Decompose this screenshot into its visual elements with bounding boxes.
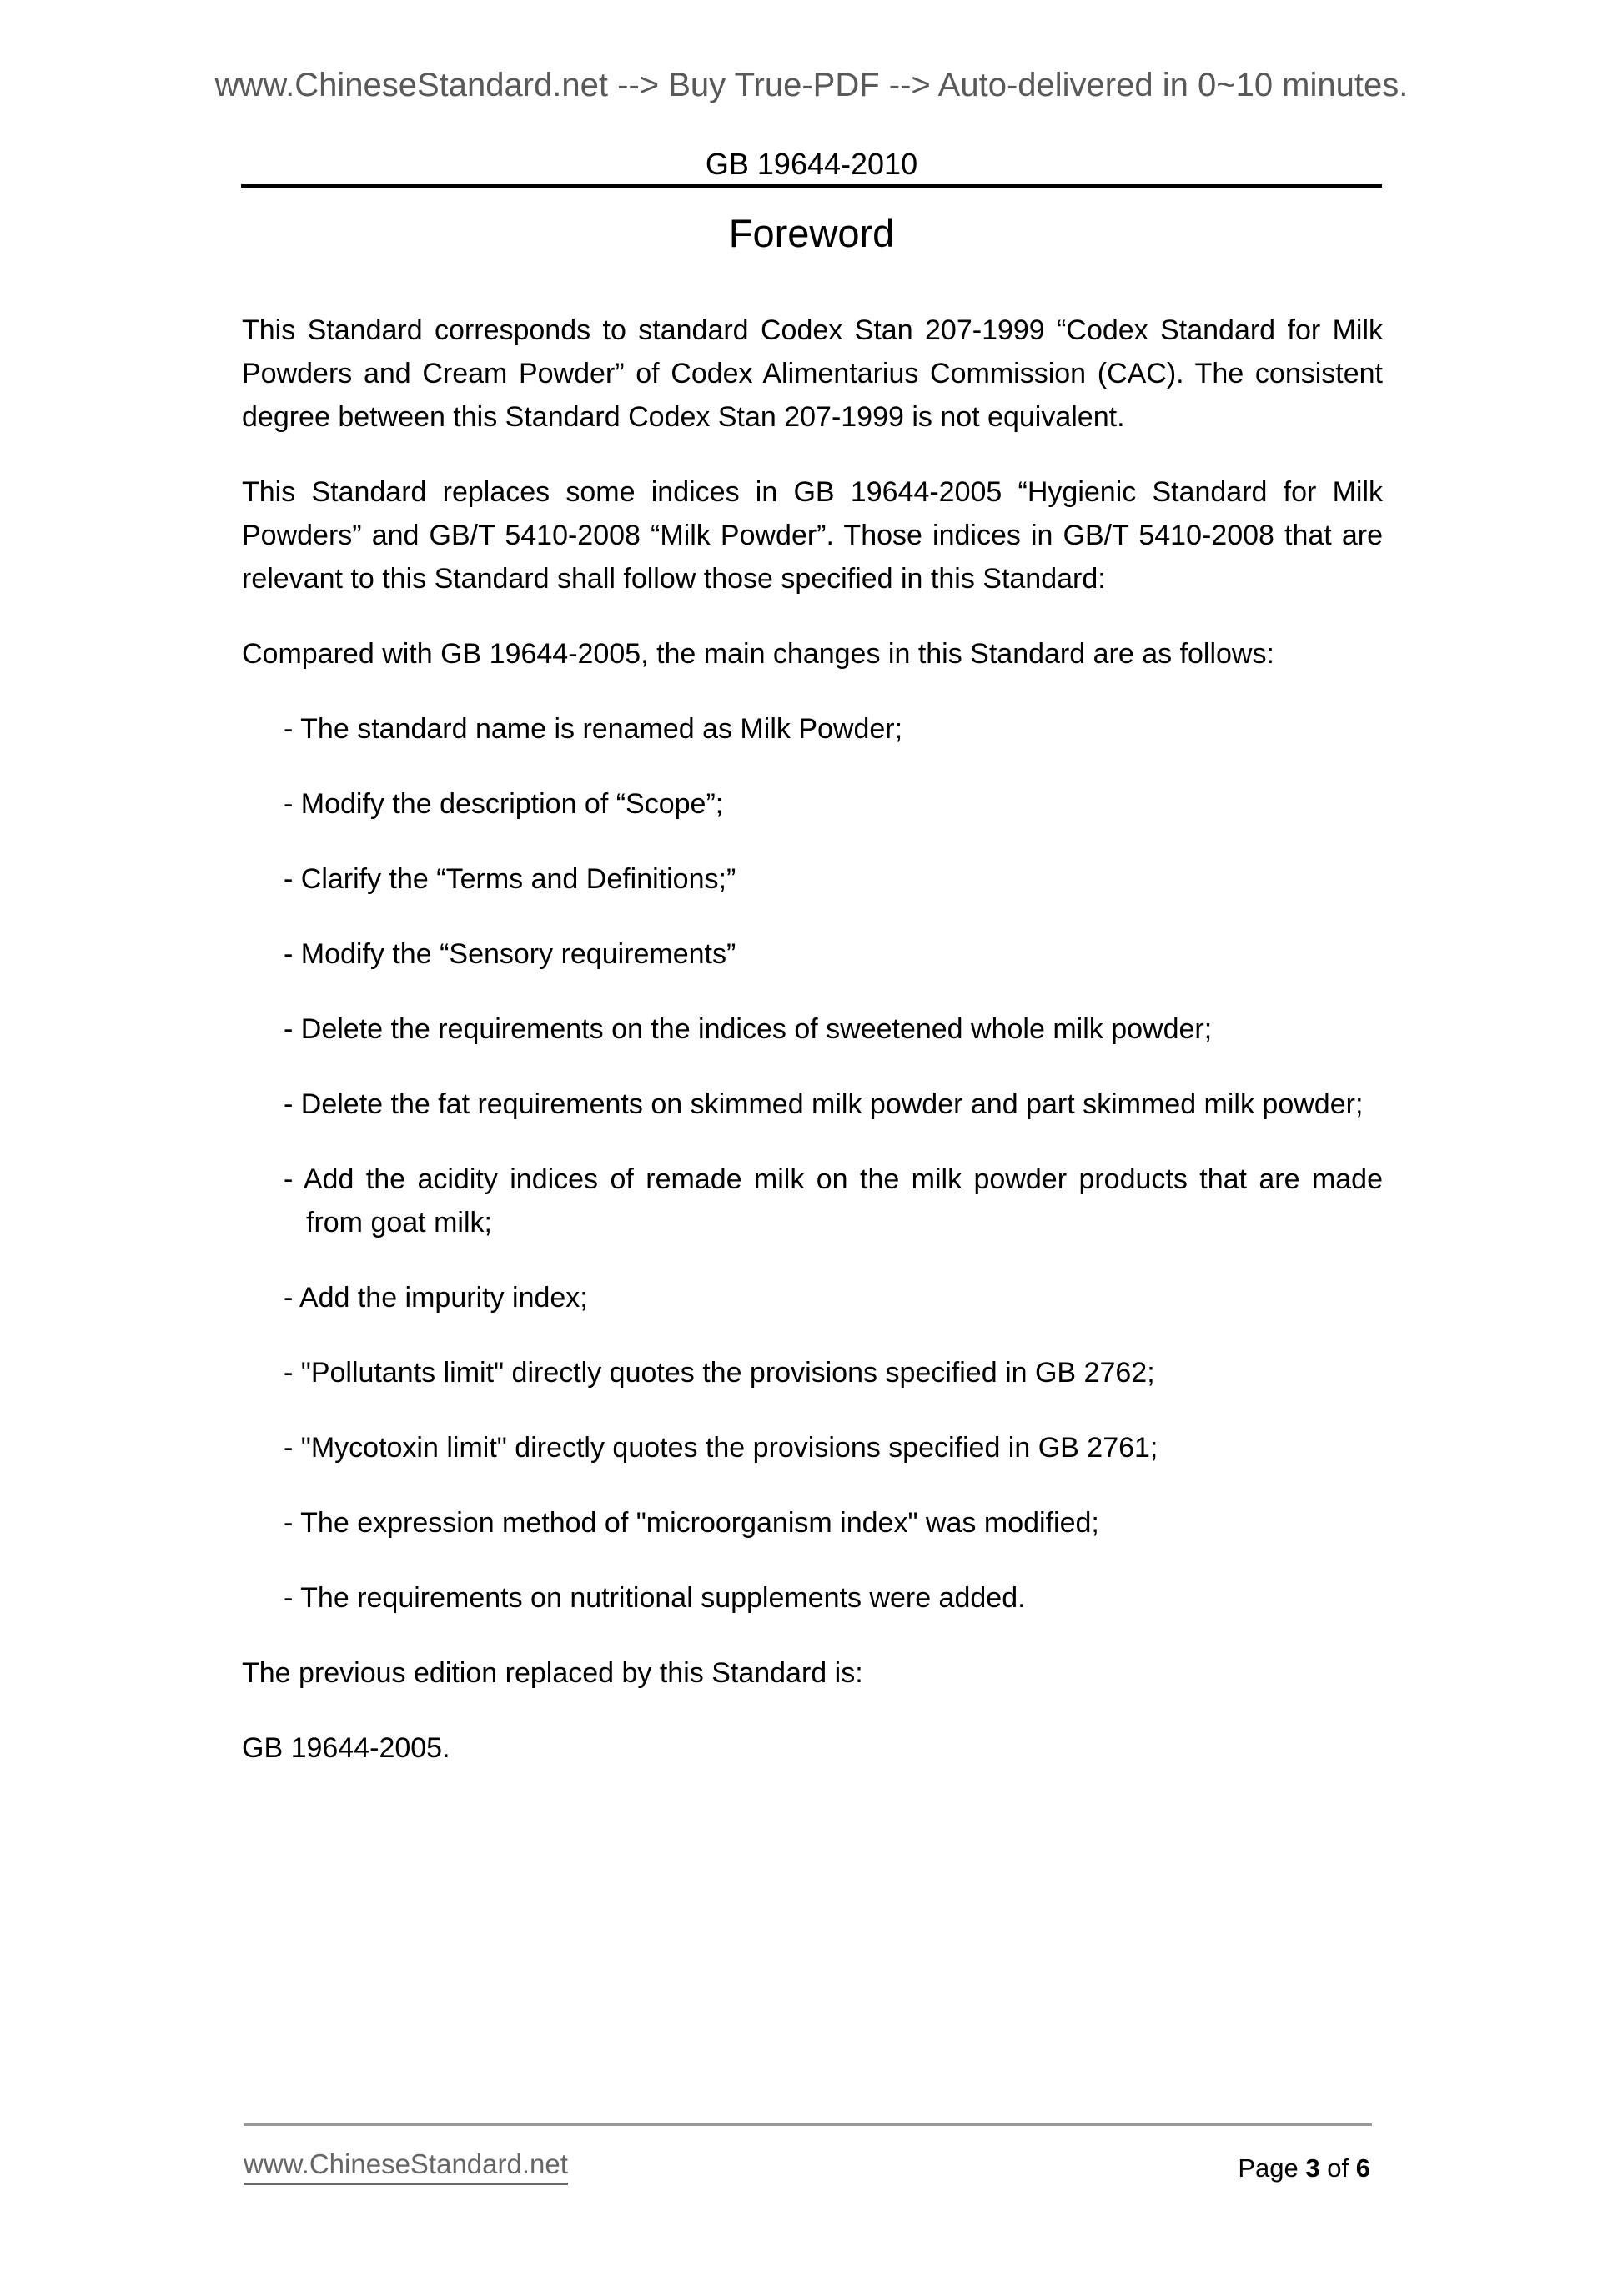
paragraph: Compared with GB 19644-2005, the main changes in this Standard are as follows: [242,638,1274,670]
page-current: 3 [1305,2153,1320,2183]
closing-paragraph: GB 19644-2005. [242,1732,450,1764]
foreword-content [242,309,1383,1801]
page-total: 6 [1355,2153,1370,2183]
site-banner: www.ChineseStandard.net --> Buy True-PDF --> Auto-delivered in 0~10 minutes. [214,67,1409,103]
of-label: of [1327,2153,1349,2183]
title-divider [241,184,1382,188]
change-item: - Modify the “Sensory requirements” [284,938,736,970]
change-item: - Add the acidity indices of remade milk on the milk powder products that are made from goat milk; [284,1163,1383,1238]
paragraph: This Standard corresponds to standard Codex Stan 207-1999 “Codex Standard for Milk Powders and Cream Powder” of Codex Alimentarius Commission (CAC). The consistent degree between this Standard Codex Stan 207-1999 is not equivalent. [242,314,1383,433]
change-item: - The expression method of "microorganism index" was modified; [284,1507,1099,1539]
paragraph: This Standard replaces some indices in GB 19644-2005 “Hygienic Standard for Milk Powders” and GB/T 5410-2008 “Milk Powder”. Those indices in GB/T 5410-2008 that are relevant to this Standard shall follow those specified in this Standard: [242,476,1383,595]
change-item: - The requirements on nutritional supplements were added. [284,1582,1026,1614]
page-indicator [1238,2153,1370,2183]
page-title: Foreword [728,211,895,255]
standard-number: GB 19644-2010 [705,147,918,181]
change-item: - "Pollutants limit" directly quotes the provisions specified in GB 2762; [284,1357,1155,1389]
change-item: - Delete the requirements on the indices of sweetened whole milk powder; [284,1013,1213,1045]
footer-divider [244,2123,1372,2126]
closing-paragraph: The previous edition replaced by this Standard is: [242,1657,863,1689]
change-item: - "Mycotoxin limit" directly quotes the provisions specified in GB 2761; [284,1432,1158,1464]
change-item: - Clarify the “Terms and Definitions;” [284,863,736,895]
change-item: - Modify the description of “Scope”; [284,788,724,820]
page-label: Page [1238,2153,1299,2183]
change-item: - Delete the fat requirements on skimmed milk powder and part skimmed milk powder; [284,1088,1364,1120]
change-item: - The standard name is renamed as Milk Powder; [284,713,903,745]
footer-site-link[interactable]: www.ChineseStandard.net [244,2148,568,2185]
change-item: - Add the impurity index; [284,1282,588,1314]
